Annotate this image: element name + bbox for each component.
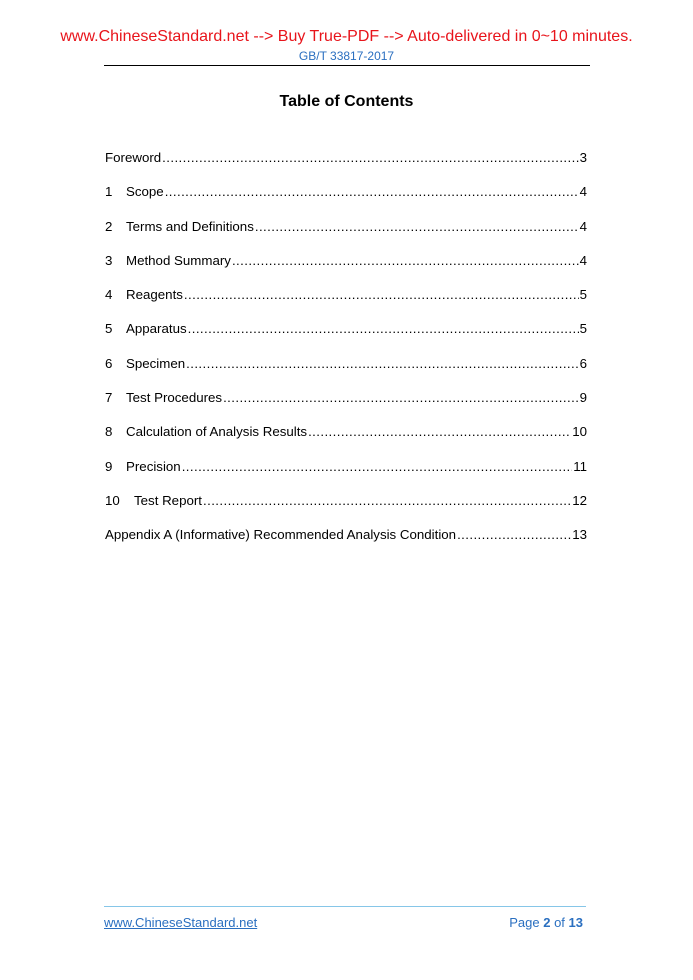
toc-entry-number: 1 [105,184,113,200]
toc-leader-dots [162,150,578,166]
total-page-count: 13 [568,915,583,930]
toc-leader-dots [457,527,571,543]
toc-entry-page: 10 [572,424,587,440]
toc-entry-page: 12 [572,492,587,508]
toc-entry-page: 5 [579,287,587,303]
toc-leader-dots [186,356,578,372]
toc-entry-text: Specimen [126,355,186,371]
promo-banner[interactable]: www.ChineseStandard.net --> Buy True-PDF --> Auto-delivered in 0~10 minutes. [60,28,633,45]
toc-entry-reagents[interactable] [105,287,587,321]
toc-entry-page: 4 [579,218,587,234]
toc-entry-appendix-a[interactable] [105,527,587,561]
toc-entry-text: Reagents [126,287,183,303]
toc-entry-precision[interactable] [105,459,587,493]
toc-entry-text: Foreword [105,150,162,165]
table-of-contents [105,150,587,562]
toc-entry-page: 4 [579,184,587,200]
toc-entry-text: Scope [126,184,164,200]
toc-entry-specimen[interactable] [105,356,587,390]
toc-entry-page: 5 [579,321,587,337]
toc-entry-test-procedures[interactable] [105,390,587,424]
toc-entry-foreword[interactable] [105,150,587,184]
standard-code: GB/T 33817-2017 [298,49,395,63]
page-of-label: of [554,915,565,930]
toc-leader-dots [182,459,573,475]
toc-entry-apparatus[interactable] [105,321,587,355]
toc-entry-page: 6 [579,355,587,371]
header-divider [104,65,590,66]
toc-entry-number: 4 [105,287,113,303]
toc-entry-text: Test Procedures [126,390,223,406]
page-prefix: Page [509,915,540,930]
toc-entry-test-report[interactable] [105,493,587,527]
toc-entry-scope[interactable] [105,184,587,218]
toc-entry-number: 8 [105,424,113,440]
toc-entry-text: Precision [126,458,181,474]
toc-leader-dots [223,390,579,406]
toc-entry-number: 3 [105,252,113,268]
toc-entry-number: 7 [105,390,113,406]
toc-entry-text: Apparatus [126,321,187,337]
footer-website-link[interactable]: www.ChineseStandard.net [104,915,258,930]
toc-entry-page: 13 [572,527,587,543]
toc-leader-dots [232,253,579,269]
toc-entry-text: Terms and Definitions [126,218,254,234]
toc-leader-dots [308,424,571,440]
toc-entry-calculation[interactable] [105,424,587,458]
toc-entry-terms[interactable] [105,219,587,253]
toc-entry-text: Appendix A (Informative) Recommended Analysis Condition [105,527,457,543]
toc-entry-page: 9 [579,390,587,406]
toc-entry-page: 4 [579,252,587,268]
toc-entry-number: 5 [105,321,113,337]
toc-entry-number: 10 [105,492,120,508]
toc-entry-page: 11 [573,458,587,474]
toc-entry-method-summary[interactable] [105,253,587,287]
toc-leader-dots [188,321,579,337]
toc-leader-dots [255,219,579,235]
toc-leader-dots [203,493,571,509]
toc-leader-dots [165,184,579,200]
toc-entry-text: Method Summary [126,252,231,268]
toc-entry-number: 2 [105,218,113,234]
toc-entry-text: Test Report [134,492,202,508]
toc-entry-text: Calculation of Analysis Results [126,424,308,440]
current-page-number: 2 [543,915,551,930]
toc-entry-number: 9 [105,458,113,474]
toc-entry-number: 6 [105,355,113,371]
toc-title: Table of Contents [279,93,414,110]
toc-leader-dots [184,287,579,303]
footer-divider [104,906,586,907]
toc-entry-page: 3 [579,150,587,165]
page-indicator [509,915,583,931]
